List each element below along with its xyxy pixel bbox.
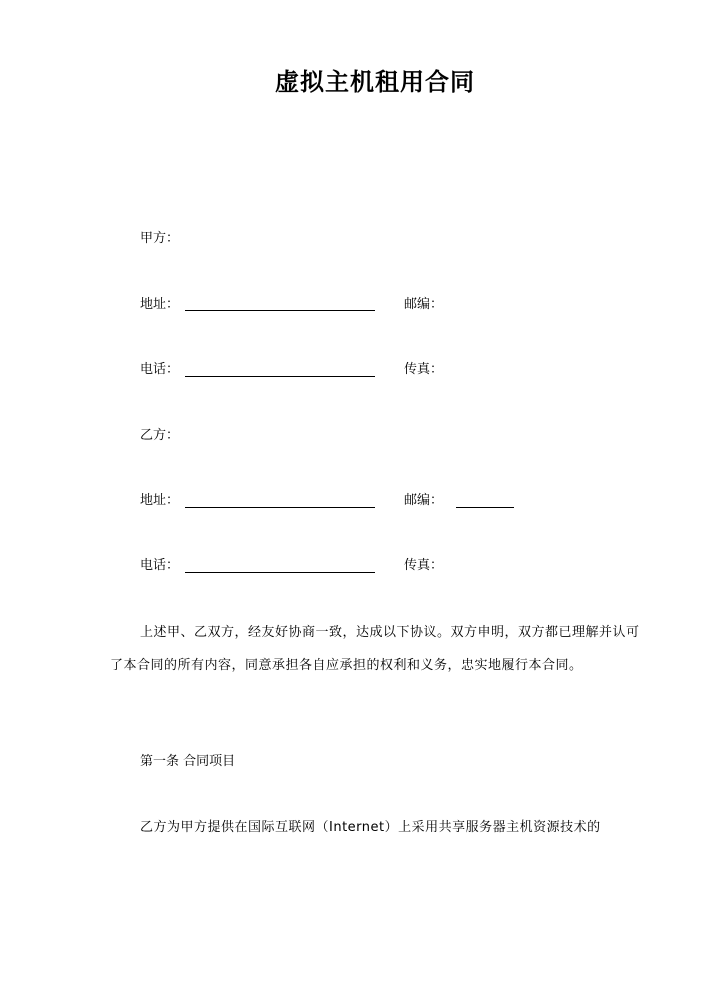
article-1-heading: 第一条 合同项目 (140, 754, 236, 769)
party-b-phone-blank (185, 572, 375, 573)
article-1-text: 乙方为甲方提供在国际互联网（Internet）上采用共享服务器主机资源技术的 (140, 820, 601, 835)
party-a-address-label: 地址： (140, 297, 180, 312)
party-b-fax-label: 传真： (404, 558, 444, 573)
party-a-phone-blank (185, 376, 375, 377)
party-b-address-blank (185, 507, 375, 508)
party-a-fax-label: 传真： (404, 362, 444, 377)
party-a-label: 甲方： (140, 231, 180, 246)
intro-paragraph (110, 616, 640, 682)
party-b-postcode-label: 邮编： (404, 493, 444, 508)
party-a-phone-label: 电话： (140, 362, 180, 377)
party-a-postcode-label: 邮编： (404, 297, 444, 312)
intro-paragraph-text: 上述甲、乙双方，经友好协商一致，达成以下协议。双方申明，双方都已理解并认可了本合同的所有内容，同意承担各自应承担的权利和义务，忠实地履行本合同。 (110, 625, 640, 673)
party-b-label: 乙方： (140, 428, 180, 443)
party-b-postcode-blank (456, 507, 514, 508)
party-b-address-label: 地址： (140, 493, 180, 508)
party-b-phone-label: 电话： (140, 558, 180, 573)
party-a-address-blank (185, 310, 375, 311)
document-title: 虚拟主机租用合同 (275, 68, 475, 96)
